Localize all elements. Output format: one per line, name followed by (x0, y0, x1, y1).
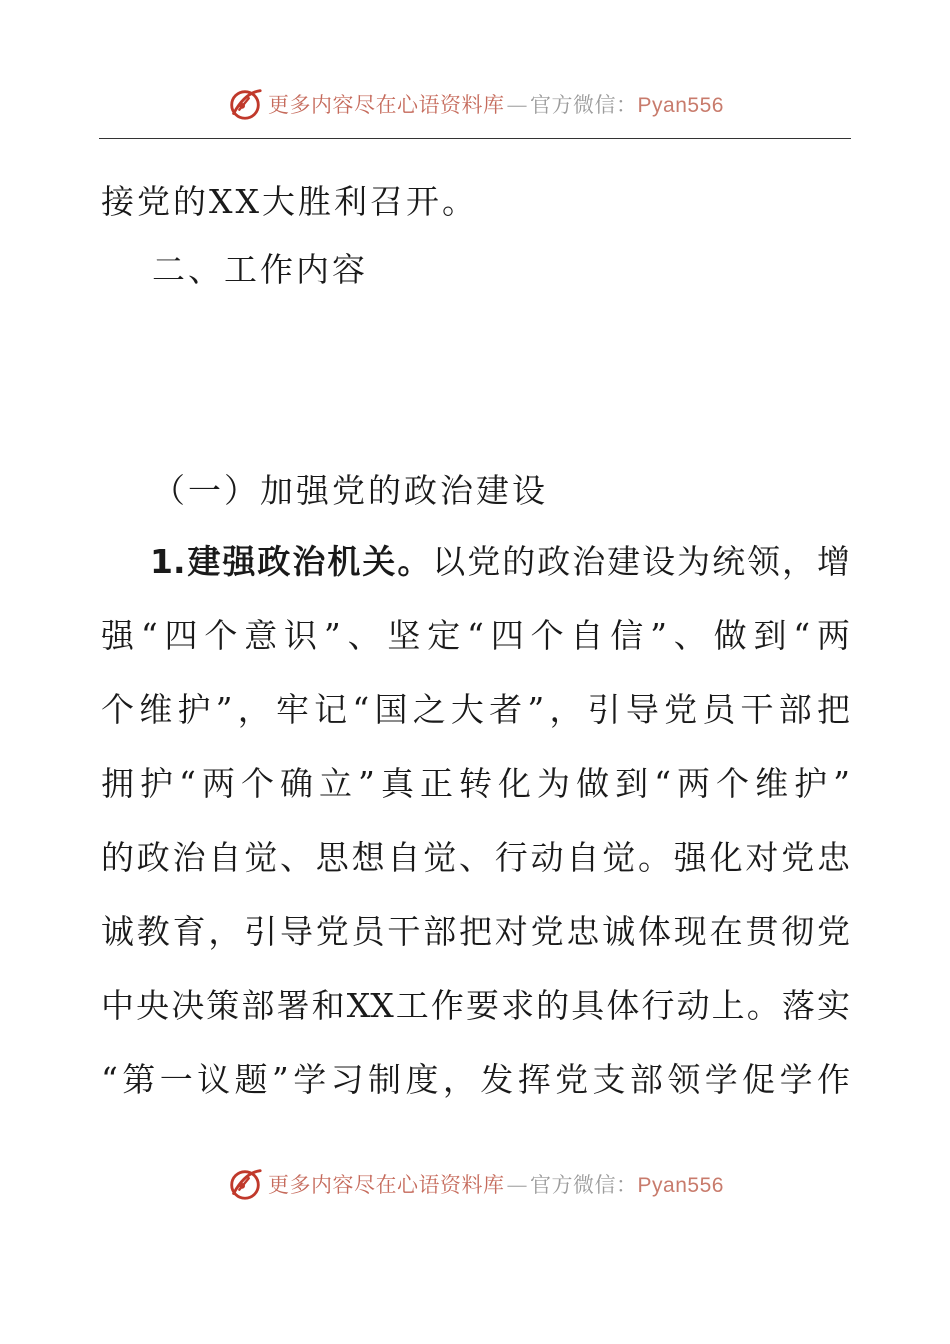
logo-icon (226, 85, 264, 123)
paragraph-line: 个维护”，牢记“国之大者”，引导党员干部把 (101, 690, 850, 729)
item-lead-rest: 以党的政治建设为统领，增 (432, 542, 851, 581)
paragraph-line: 的政治自觉、思想自觉、行动自觉。强化对党忠 (101, 838, 850, 877)
banner-main-text: 更多内容尽在心语资料库 (268, 1173, 505, 1197)
paragraph-first-line (150, 540, 850, 584)
logo-icon (226, 1165, 264, 1203)
paragraph-line: 中央决策部署和XX工作要求的具体行动上。落实 (101, 986, 850, 1025)
paragraph-line: 接党的XX大胜利召开。 (101, 182, 478, 221)
footer-banner (0, 1162, 950, 1206)
section-heading: 二、工作内容 (152, 250, 368, 289)
banner-separator: — (506, 1173, 529, 1197)
banner-wechat-id: Pyan556 (637, 94, 724, 117)
subsection-heading: （一）加强党的政治建设 (152, 471, 548, 510)
banner-wechat-label: 官方微信： (530, 1173, 638, 1197)
banner-main-text: 更多内容尽在心语资料库 (268, 93, 505, 117)
banner-separator: — (506, 93, 529, 117)
header-banner (0, 82, 950, 126)
item-lead-bold: 1.建强政治机关。 (150, 542, 433, 581)
banner-wechat-id: Pyan556 (637, 1174, 724, 1197)
paragraph-line: 诚教育，引导党员干部把对党忠诚体现在贯彻党 (101, 912, 850, 951)
banner-wechat-label: 官方微信： (530, 93, 638, 117)
paragraph-line: 强“四个意识”、坚定“四个自信”、做到“两 (101, 616, 850, 655)
paragraph-line: 拥护“两个确立”真正转化为做到“两个维护” (101, 764, 850, 803)
paragraph-line: “第一议题”学习制度，发挥党支部领学促学作 (101, 1060, 850, 1099)
header-divider (99, 138, 851, 139)
